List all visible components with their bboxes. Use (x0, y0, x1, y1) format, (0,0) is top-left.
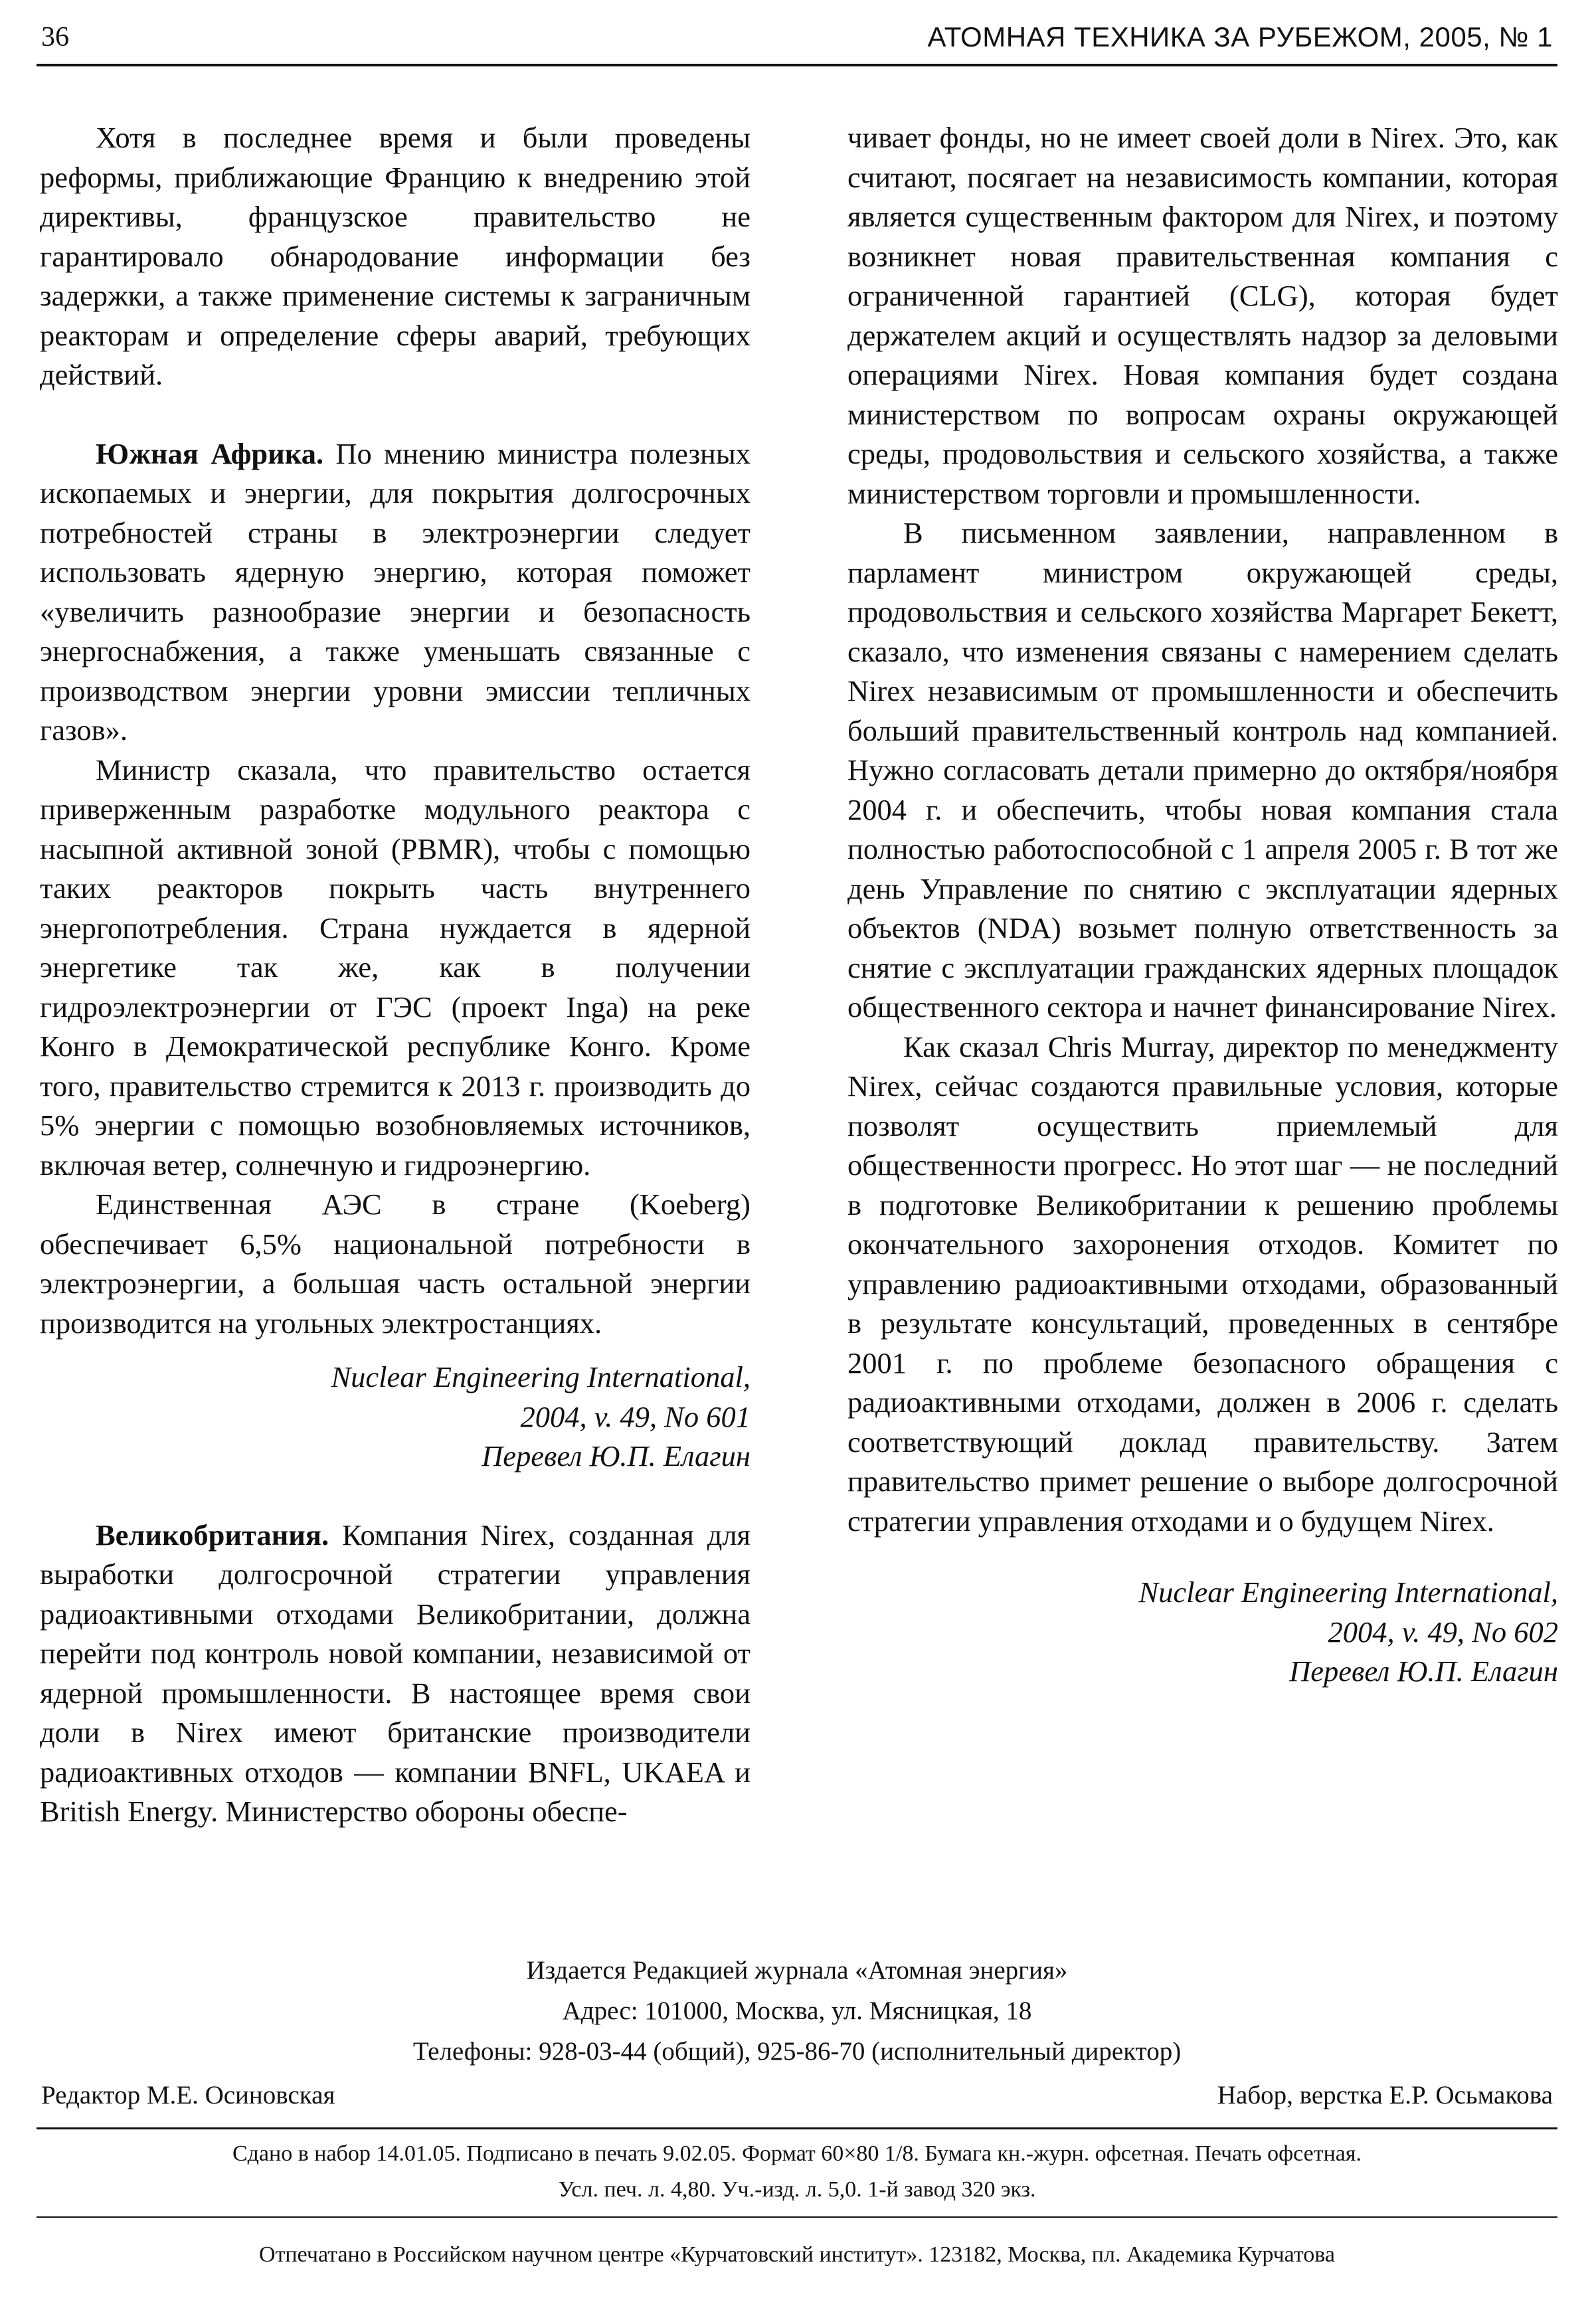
south-africa-heading: Южная Африка. (96, 436, 324, 470)
south-africa-paragraph-3: Единственная АЭС в стране (Koeberg) обеспечивает 6,5% национальной потребности в электроэнергии, а большая часть остальной энергии производится на угольных электростанциях. (40, 1188, 751, 1340)
south-africa-source-line-2: 2004, v. 49, No 601 (520, 1399, 751, 1433)
uk-paragraph-2: В письменном заявлении, направленном в парламент министром окружающей среды, продовольствия и сельского хозяйства Маргарет Бекетт, сказало, что изменения связаны с намерением сделать Nirex независимым от промышленности и обеспечить больший правительственный контроль над компанией. Нужно согласовать детали примерно до октября/ноября 2004 г. и обеспечить, чтобы новая компания стала полностью работоспособной с 1 апреля 2005 г. В тот же день Управление по снятию с эксплуатации ядерных объектов (NDA) возьмет полную ответственность за снятие с эксплуатации гражданских ядерных площадок общественного сектора и начнет финансирование Nirex. (847, 516, 1558, 1024)
imprint-phones: Телефоны: 928-03-44 (общий), 925-86-70 (исполнительный директор) (412, 2037, 1182, 2066)
france-paragraph: Хотя в последнее время и были проведены реформы, приближающие Францию к внедрению этой директивы, французское правительство не гарантировало обнародование информации без задержки, а также применение системы к заграничным реакторам и определение сферы аварий, требующих действий. (40, 121, 751, 391)
imprint-address: Адрес: 101000, Москва, ул. Мясницкая, 18 (562, 1997, 1032, 2025)
uk-source-line-2: 2004, v. 49, No 602 (1328, 1615, 1558, 1649)
page-number: 36 (41, 22, 69, 52)
uk-text-1: Компания Nirex, созданная для выработки долгосрочной стратегии управления радиоактивными отходами Великобритании, должна перейти под контроль новой компании, независимой от ядерной промышленности. В настоящее время свои доли в Nirex имеют британские производители радиоактивных отходов — компании BNFL, UKAEA и British Energy. Министерство обороны обеспе- (40, 1518, 751, 1828)
south-africa-translator: Перевел Ю.П. Елагин (482, 1439, 751, 1473)
imprint-rule-top (37, 2127, 1557, 2129)
south-africa-paragraph-2: Министр сказала, что правительство остается приверженным разработке модульного реактора с насыпной активной зоной (PBMR), чтобы с помощью таких реакторов покрыть часть внутреннего энергопотребления. Страна нуждается в ядерной энергетике так же, как в получении гидроэлектроэнергии от ГЭС (проект Inga) на реке Конго в Демократической республике Конго. Кроме того, правительство стремится к 2013 г. производить до 5% энергии с помощью возобновляемых источников, включая ветер, солнечную и гидроэнергию. (40, 753, 751, 1182)
imprint-publisher: Издается Редакцией журнала «Атомная энергия» (526, 1956, 1068, 1985)
south-africa-text-1: По мнению министра полезных ископаемых и энергии, для покрытия долгосрочных потребностей страны в электроэнергии следует использовать ядерную энергию, которая поможет «увеличить разнообразие энергии и безопасность энергоснабжения, а также уменьшать связанные с производством энергии уровни эмиссии тепличных газов». (40, 436, 751, 747)
imprint-editor: Редактор М.Е. Осиновская (41, 2081, 335, 2109)
uk-translator: Перевел Ю.П. Елагин (1289, 1654, 1558, 1688)
header-rule (37, 64, 1557, 66)
left-column (40, 118, 751, 1832)
south-africa-source-line-1: Nuclear Engineering International, (331, 1360, 751, 1393)
right-column (847, 118, 1558, 1692)
uk-paragraph-1 (40, 1516, 751, 1832)
uk-paragraph-3: Как сказал Chris Murray, директор по менеджменту Nirex, сейчас создаются правильные условия, которые позволят осуществить приемлемый для общественности прогресс. Но этот шаг — не последний в подготовке Великобритании к решению проблемы окончательного захоронения отходов. Комитет по управлению радиоактивными отходами, образованный в результате консультаций, проведенных в сентябре 2001 г. по проблеме безопасного обращения с радиоактивными отходами, должен в 2006 г. сделать соответствующий доклад правительству. Затем правительство примет решение о выборе долгосрочной стратегии управления отходами и о будущем Nirex. (847, 1029, 1558, 1538)
uk-source-line-1: Nuclear Engineering International, (1138, 1575, 1558, 1609)
journal-running-title: АТОМНАЯ ТЕХНИКА ЗА РУБЕЖОМ, 2005, № 1 (927, 21, 1553, 52)
uk-paragraph-continued: чивает фонды, но не имеет своей доли в Nirex. Это, как считают, посягает на независимость компании, которая является существенным фактором для Nirex, и поэтому возникнет новая правительственная компания с ограниченной гарантией (CLG), которая будет держателем акций и осуществлять надзор за деловыми операциями Nirex. Новая компания будет создана министерством по вопросам охраны окружающей среды, продовольствия и сельского хозяйства, а также министерством торговли и промышленности. (847, 121, 1558, 510)
printed-at: Отпечатано в Российском научном центре «Курчатовский институт». 123182, Москва, пл. Академика Курчатова (259, 2242, 1335, 2267)
print-details-line-1: Сдано в набор 14.01.05. Подписано в печать 9.02.05. Формат 60×80 1/8. Бумага кн.-журн. офсетная. Печать офсетная. (232, 2141, 1362, 2166)
imprint-typesetting: Набор, верстка Е.Р. Осьмакова (1217, 2081, 1553, 2109)
print-details-line-2: Усл. печ. л. 4,80. Уч.-изд. л. 5,0. 1-й завод 320 экз. (558, 2177, 1036, 2202)
south-africa-paragraph-1 (40, 434, 751, 751)
imprint-rule-bottom (37, 2216, 1557, 2218)
uk-heading: Великобритания. (96, 1518, 329, 1552)
